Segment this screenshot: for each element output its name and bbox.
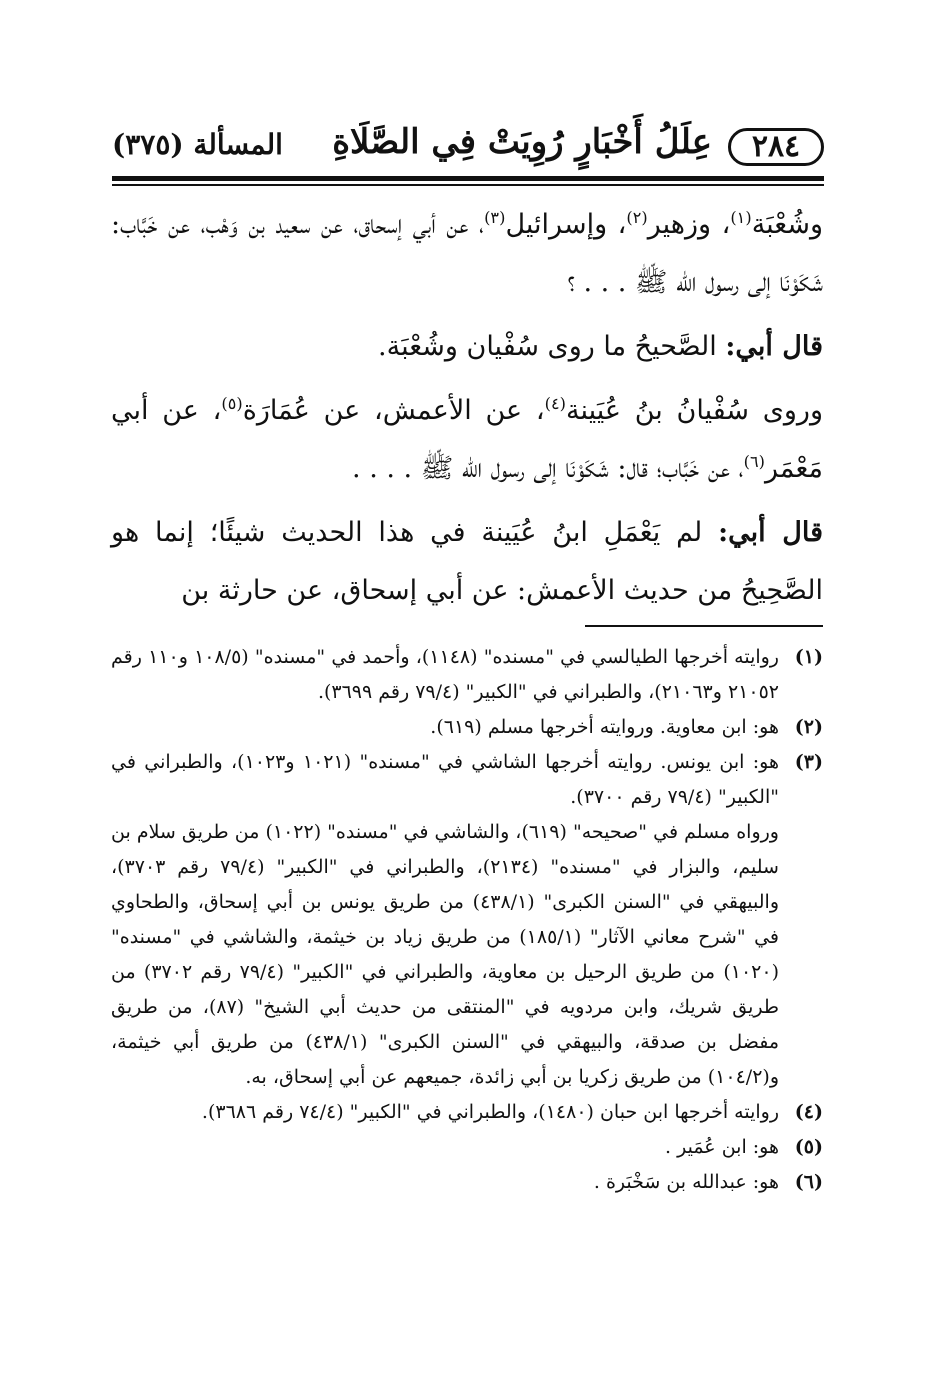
footnote — [111, 1165, 823, 1200]
footnote-number: (٥) — [794, 1136, 823, 1158]
footnote — [111, 745, 823, 1095]
footnote-ref: (٥) — [221, 394, 243, 413]
paragraph-4 — [111, 504, 823, 620]
footnote-number: (٢) — [794, 716, 823, 738]
footnote-text: هو: عبدالله بن سَخْبَرة . — [593, 1171, 779, 1193]
footnote-text-continued: ورواه مسلم في "صحيحه" (٦١٩)، والشاشي في "مسنده" (١٠٢٢) من طريق سلام بن سليم، والبزار في "مسنده" (٢١٣٤)، والطبراني في "الكبير" (٧٩/٤ رقم ٣٧٠٣)، والبيهقي في "السنن الكبرى" (٤٣٨/١) من طريق يونس بن أبي إسحاق، والطحاوي في "شرح معاني الآثار" (١٨٥/١) من طريق زياد بن خيثمة، والشاشي في "مسنده" (١٠٢٠) من طريق الرحيل بن معاوية، والطبراني في "الكبير" (٧٩/٤ رقم ٣٧٠٢) من طريق شريك، وابن مردويه في "المنتقى من حديث أبي الشيخ" (٨٧)، من طريق مفضل بن صدقة، والبيهقي في "السنن الكبرى" (٤٣٨/١) من طريق أبي خيثمة، و(١٠٤/٢) من طريق زكريا بن أبي زائدة، جميعهم عن أبي إسحاق، به. — [111, 821, 779, 1088]
text-run: وشُعْبَة — [751, 209, 823, 240]
header-rule-thin — [112, 184, 824, 186]
text-run: لم يَعْمَلِ ابنُ عُيَينة في هذا الحديث شيئًا؛ إنما هو الصَّحِيحُ من حديث الأعمش: عن أبي إسحاق، عن حارثة بن — [111, 517, 823, 606]
text-run: الصَّحيحُ ما روى سُفْيان وشُعْبَة. — [378, 331, 726, 362]
footnote-number: (٣) — [794, 751, 823, 773]
footnote-number: (٦) — [794, 1171, 823, 1193]
footnote — [111, 1095, 823, 1130]
speaker-label: قال أبي: — [718, 517, 823, 548]
footnote — [111, 1130, 823, 1165]
paragraph-2 — [111, 318, 823, 376]
page-header — [112, 118, 824, 174]
footnote-body — [111, 745, 779, 1095]
speaker-label: قال أبي: — [725, 331, 823, 362]
footnote-ref: (١) — [730, 208, 752, 227]
footnote-separator — [585, 625, 823, 627]
paragraph-1 — [111, 196, 823, 312]
paragraph-3 — [111, 382, 823, 498]
footnote-ref: (٤) — [544, 394, 566, 413]
book-title: عِلَلُ أَخْبَارٍ رُوِيَتْ فِي الصَّلَاةِ — [332, 122, 712, 162]
text-run: ، عن الأعمش، عن عُمَارَة — [242, 395, 545, 426]
footnote — [111, 710, 823, 745]
footnotes — [111, 640, 823, 1200]
footnote-text: هو: ابن عُمَير . — [665, 1136, 779, 1158]
text-run: ، عن خَبَّاب؛ قال: شَكَوْنَا إلى رسول الله ﷺ . . . . — [352, 453, 744, 484]
footnote-text: هو: ابن معاوية. وروايته أخرجها مسلم (٦١٩). — [430, 716, 779, 738]
footnote-ref: (٦) — [743, 452, 765, 471]
page-number: ٢٨٤ — [728, 128, 824, 166]
text-run: ، وزهير — [647, 209, 731, 240]
footnote-text: روايته أخرجها الطيالسي في "مسنده" (١١٤٨)، وأحمد في "مسنده" (١٠٨/٥ و١١٠ رقم ٢١٠٥٢ و٢١٠٦٣)، والطبراني في "الكبير" (٧٩/٤ رقم ٣٦٩٩). — [111, 646, 779, 703]
header-rule-thick — [112, 176, 824, 181]
main-text — [111, 196, 823, 626]
footnote — [111, 640, 823, 710]
issue-label: المسألة (٣٧٥) — [112, 128, 283, 161]
footnote-ref: (٢) — [626, 208, 648, 227]
footnote-ref: (٣) — [484, 208, 506, 227]
footnote-number: (٤) — [794, 1101, 823, 1123]
footnote-text: هو: ابن يونس. روايته أخرجها الشاشي في "مسنده" (١٠٢١ و١٠٢٣)، والطبراني في "الكبير" (٧٩/٤ رقم ٣٧٠٠). — [111, 751, 779, 808]
footnote-number: (١) — [794, 646, 823, 668]
footnote-text: روايته أخرجها ابن حبان (١٤٨٠)، والطبراني في "الكبير" (٧٤/٤ رقم ٣٦٨٦). — [201, 1101, 779, 1123]
text-run: وروى سُفْيانُ بنُ عُيَينة — [565, 395, 823, 426]
text-run: ، عن أبي إسحاق، عن سعيد بن وَهْب، عن خَبَّاب: شَكَوْنَا إلى رسول الله ﷺ . . . ؟ — [111, 209, 823, 298]
text-run: ، عن أبي مَعْمَر — [111, 395, 823, 484]
text-run: ، وإسرائيل — [505, 209, 627, 240]
